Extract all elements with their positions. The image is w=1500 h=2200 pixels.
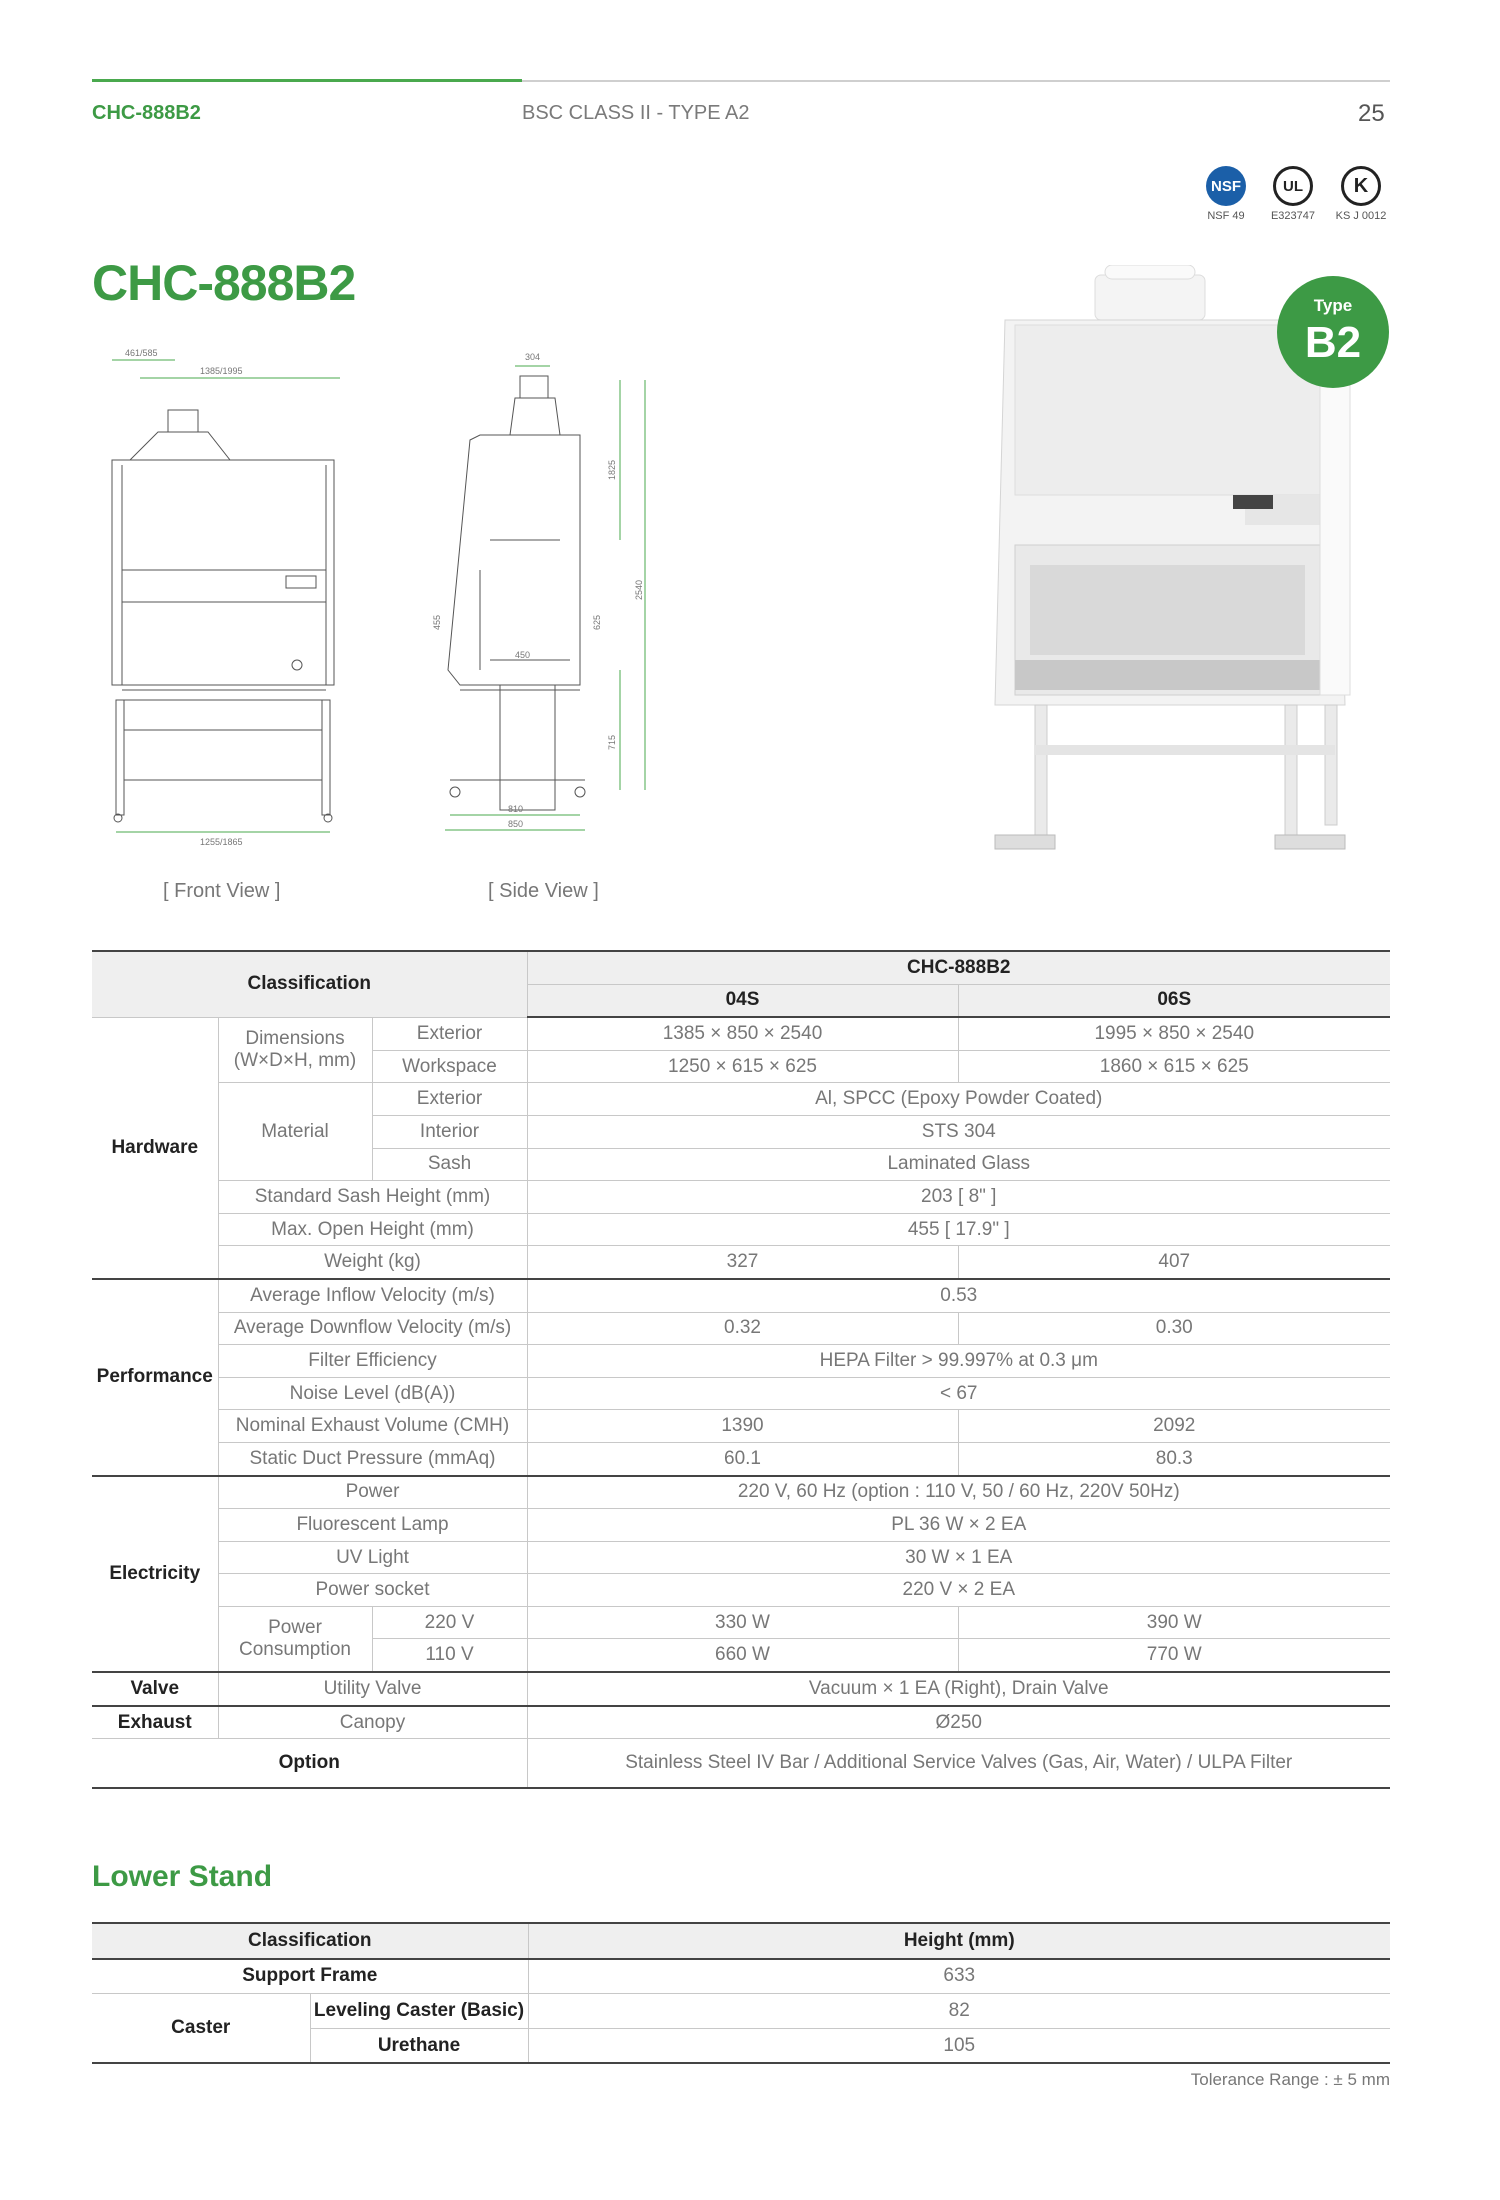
dim-workspace-06s: 1860 × 615 × 625 <box>958 1050 1390 1083</box>
cert-label: NSF 49 <box>1207 210 1245 222</box>
mat-exterior-label: Exterior <box>372 1083 527 1116</box>
dim-715: 715 <box>607 734 617 750</box>
utility-valve-value: Vacuum × 1 EA (Right), Drain Valve <box>527 1672 1390 1706</box>
sash-height-value: 203 [ 8" ] <box>527 1181 1390 1214</box>
type-value: B2 <box>1304 318 1362 367</box>
cert-label: KS J 0012 <box>1335 210 1387 222</box>
downflow-label: Average Downflow Velocity (m/s) <box>218 1312 527 1345</box>
variant-06s: 06S <box>958 984 1390 1017</box>
dim-1825: 1825 <box>607 459 617 480</box>
exhaust-volume-06s: 2092 <box>958 1410 1390 1443</box>
option-value: Stainless Steel IV Bar / Additional Service Valves (Gas, Air, Water) / ULPA Filter <box>527 1739 1390 1789</box>
dim-450: 450 <box>515 650 531 660</box>
lamp-label: Fluorescent Lamp <box>218 1509 527 1542</box>
header-classification: BSC CLASS II - TYPE A2 <box>522 102 750 124</box>
lower-classification-header: Classification <box>92 1923 528 1959</box>
downflow-04s: 0.32 <box>527 1312 958 1345</box>
exhaust-volume-label: Nominal Exhaust Volume (CMH) <box>218 1410 527 1443</box>
spec-table <box>92 950 1390 1789</box>
dim-exterior-label: Exterior <box>372 1017 527 1050</box>
front-view-drawing <box>100 340 360 850</box>
dim-850: 850 <box>508 819 524 829</box>
uv-value: 30 W × 1 EA <box>527 1541 1390 1574</box>
spec-classification-header: Classification <box>92 951 527 1017</box>
canopy-value: Ø250 <box>527 1706 1390 1739</box>
cert-label: E323747 <box>1270 210 1316 222</box>
consumption-220-label: 220 V <box>372 1606 527 1639</box>
socket-value: 220 V × 2 EA <box>527 1574 1390 1607</box>
group-performance: Performance <box>92 1279 218 1476</box>
side-view-caption: [ Side View ] <box>488 880 599 902</box>
dim-2540: 2540 <box>634 579 644 600</box>
header-model: CHC-888B2 <box>92 102 201 124</box>
duct-pressure-04s: 60.1 <box>527 1442 958 1475</box>
group-exhaust: Exhaust <box>92 1706 218 1739</box>
lamp-value: PL 36 W × 2 EA <box>527 1509 1390 1542</box>
type-badge <box>1277 276 1389 388</box>
cert-nsf <box>1196 166 1256 222</box>
duct-pressure-06s: 80.3 <box>958 1442 1390 1475</box>
weight-04s: 327 <box>527 1246 958 1279</box>
caster-label: Caster <box>92 1994 310 2064</box>
dim-bottom-width: 1255/1865 <box>200 837 243 847</box>
uv-label: UV Light <box>218 1541 527 1574</box>
sash-height-label: Standard Sash Height (mm) <box>218 1181 527 1214</box>
leveling-caster-label: Leveling Caster (Basic) <box>310 1994 528 2029</box>
mat-exterior-value: Al, SPCC (Epoxy Powder Coated) <box>527 1083 1390 1116</box>
dim-top-width: 1385/1995 <box>200 366 243 376</box>
side-view-drawing <box>420 340 670 850</box>
cert-ul <box>1263 166 1323 222</box>
ks-logo-icon: K <box>1341 166 1381 206</box>
noise-label: Noise Level (dB(A)) <box>218 1377 527 1410</box>
dim-side-top: 304 <box>525 352 541 362</box>
urethane-value: 105 <box>528 2028 1390 2063</box>
exhaust-volume-04s: 1390 <box>527 1410 958 1443</box>
dim-455: 455 <box>432 614 442 630</box>
consumption-110-label: 110 V <box>372 1639 527 1672</box>
support-frame-label: Support Frame <box>92 1959 528 1994</box>
material-label: Material <box>218 1083 372 1181</box>
open-height-label: Max. Open Height (mm) <box>218 1213 527 1246</box>
front-view-caption: [ Front View ] <box>163 880 281 902</box>
mat-sash-value: Laminated Glass <box>527 1148 1390 1181</box>
lower-height-header: Height (mm) <box>528 1923 1390 1959</box>
filter-label: Filter Efficiency <box>218 1345 527 1378</box>
spec-model-header: CHC-888B2 <box>527 951 1390 984</box>
canopy-label: Canopy <box>218 1706 527 1739</box>
dim-exterior-04s: 1385 × 850 × 2540 <box>527 1017 958 1050</box>
group-option: Option <box>92 1739 527 1789</box>
inflow-label: Average Inflow Velocity (m/s) <box>218 1279 527 1312</box>
variant-04s: 04S <box>527 984 958 1017</box>
consumption-220-06s: 390 W <box>958 1606 1390 1639</box>
power-value: 220 V, 60 Hz (option : 110 V, 50 / 60 Hz, 220V 50Hz) <box>527 1476 1390 1509</box>
type-label: Type <box>1313 296 1353 315</box>
downflow-06s: 0.30 <box>958 1312 1390 1345</box>
weight-label: Weight (kg) <box>218 1246 527 1279</box>
consumption-110-04s: 660 W <box>527 1639 958 1672</box>
urethane-label: Urethane <box>310 2028 528 2063</box>
support-frame-value: 633 <box>528 1959 1390 1994</box>
dim-625: 625 <box>592 614 602 630</box>
dim-810: 810 <box>508 804 524 814</box>
group-valve: Valve <box>92 1672 218 1706</box>
page-number: 25 <box>1358 100 1385 127</box>
consumption-110-06s: 770 W <box>958 1639 1390 1672</box>
cert-ks <box>1331 166 1391 222</box>
dimensions-label: Dimensions (W×D×H, mm) <box>218 1017 372 1083</box>
filter-value: HEPA Filter > 99.997% at 0.3 μm <box>527 1345 1390 1378</box>
dim-exterior-06s: 1995 × 850 × 2540 <box>958 1017 1390 1050</box>
tolerance-note: Tolerance Range : ± 5 mm <box>1190 2070 1390 2089</box>
lower-stand-table <box>92 1922 1390 2064</box>
dim-workspace-04s: 1250 × 615 × 625 <box>527 1050 958 1083</box>
mat-sash-label: Sash <box>372 1148 527 1181</box>
ul-logo-icon: UL <box>1273 166 1313 206</box>
mat-interior-value: STS 304 <box>527 1115 1390 1148</box>
lower-stand-title: Lower Stand <box>92 1860 273 1893</box>
group-electricity: Electricity <box>92 1476 218 1673</box>
consumption-label: Power Consumption <box>218 1606 372 1672</box>
page-title: CHC-888B2 <box>92 255 356 311</box>
open-height-value: 455 [ 17.9" ] <box>527 1213 1390 1246</box>
mat-interior-label: Interior <box>372 1115 527 1148</box>
dim-top-outer: 461/585 <box>125 348 158 358</box>
power-label: Power <box>218 1476 527 1509</box>
header-accent-rule <box>92 79 522 82</box>
weight-06s: 407 <box>958 1246 1390 1279</box>
group-hardware: Hardware <box>92 1017 218 1279</box>
consumption-220-04s: 330 W <box>527 1606 958 1639</box>
inflow-value: 0.53 <box>527 1279 1390 1312</box>
noise-value: < 67 <box>527 1377 1390 1410</box>
leveling-caster-value: 82 <box>528 1994 1390 2029</box>
nsf-logo-icon: NSF <box>1206 166 1246 206</box>
duct-pressure-label: Static Duct Pressure (mmAq) <box>218 1442 527 1475</box>
socket-label: Power socket <box>218 1574 527 1607</box>
utility-valve-label: Utility Valve <box>218 1672 527 1706</box>
dim-workspace-label: Workspace <box>372 1050 527 1083</box>
